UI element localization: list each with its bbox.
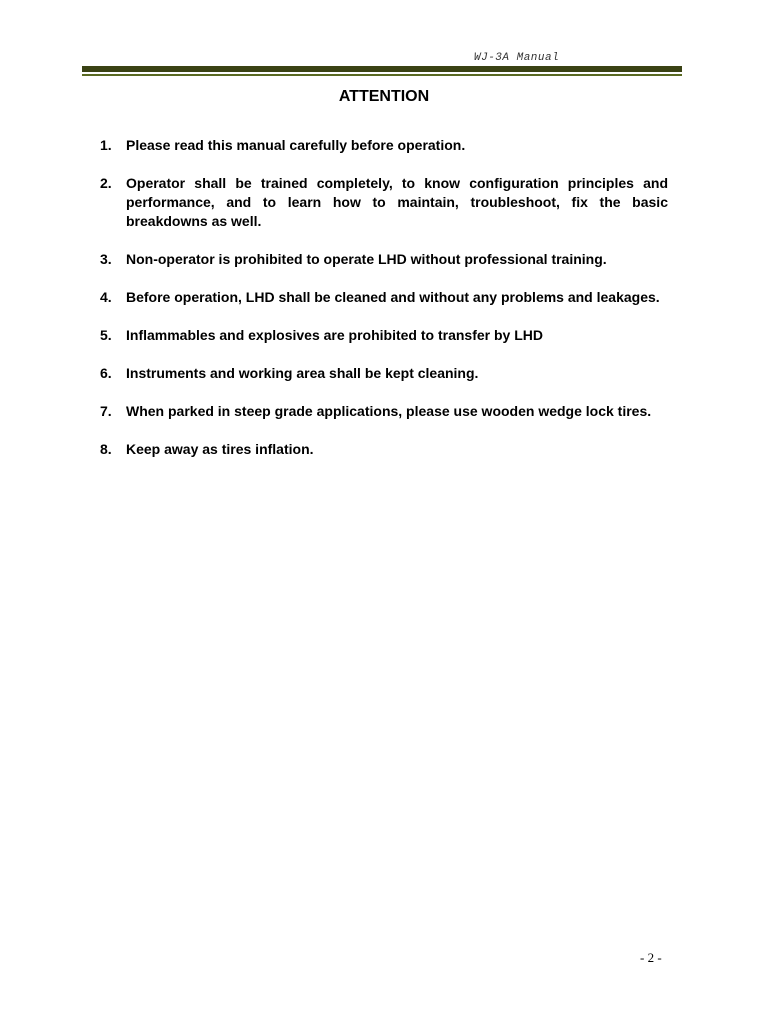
item-number: 5. — [100, 327, 112, 343]
item-text: Operator shall be trained completely, to know configuration principles and performance, and to learn how to maintain, troubleshoot, fix the basic breakdowns as well. — [126, 175, 668, 229]
page-number: - 2 - — [640, 950, 662, 965]
list-item — [100, 326, 668, 345]
item-number: 7. — [100, 403, 112, 419]
list-item — [100, 174, 668, 231]
item-text: When parked in steep grade applications, please use wooden wedge lock tires. — [126, 403, 652, 419]
attention-list — [100, 136, 668, 478]
item-number: 6. — [100, 365, 112, 381]
list-item — [100, 364, 668, 383]
item-number: 2. — [100, 175, 112, 191]
item-number: 8. — [100, 441, 112, 457]
item-text: Keep away as tires inflation. — [126, 441, 314, 457]
manual-header-title: WJ-3A Manual — [474, 52, 560, 64]
item-text: Before operation, LHD shall be cleaned and without any problems and leakages. — [126, 289, 660, 305]
item-text: Non-operator is prohibited to operate LHD without professional training. — [126, 251, 607, 267]
list-item — [100, 440, 668, 459]
item-number: 1. — [100, 137, 112, 153]
list-item — [100, 288, 668, 307]
item-text: Please read this manual carefully before operation. — [126, 137, 466, 153]
header-rule-thick — [82, 66, 682, 72]
header-rule-thin — [82, 74, 682, 76]
list-item — [100, 250, 668, 269]
item-text: Instruments and working area shall be kept cleaning. — [126, 365, 479, 381]
item-text: Inflammables and explosives are prohibited to transfer by LHD — [126, 327, 543, 343]
list-item — [100, 402, 668, 421]
list-item — [100, 136, 668, 155]
item-number: 3. — [100, 251, 112, 267]
item-number: 4. — [100, 289, 112, 305]
page-title: ATTENTION — [338, 88, 430, 105]
